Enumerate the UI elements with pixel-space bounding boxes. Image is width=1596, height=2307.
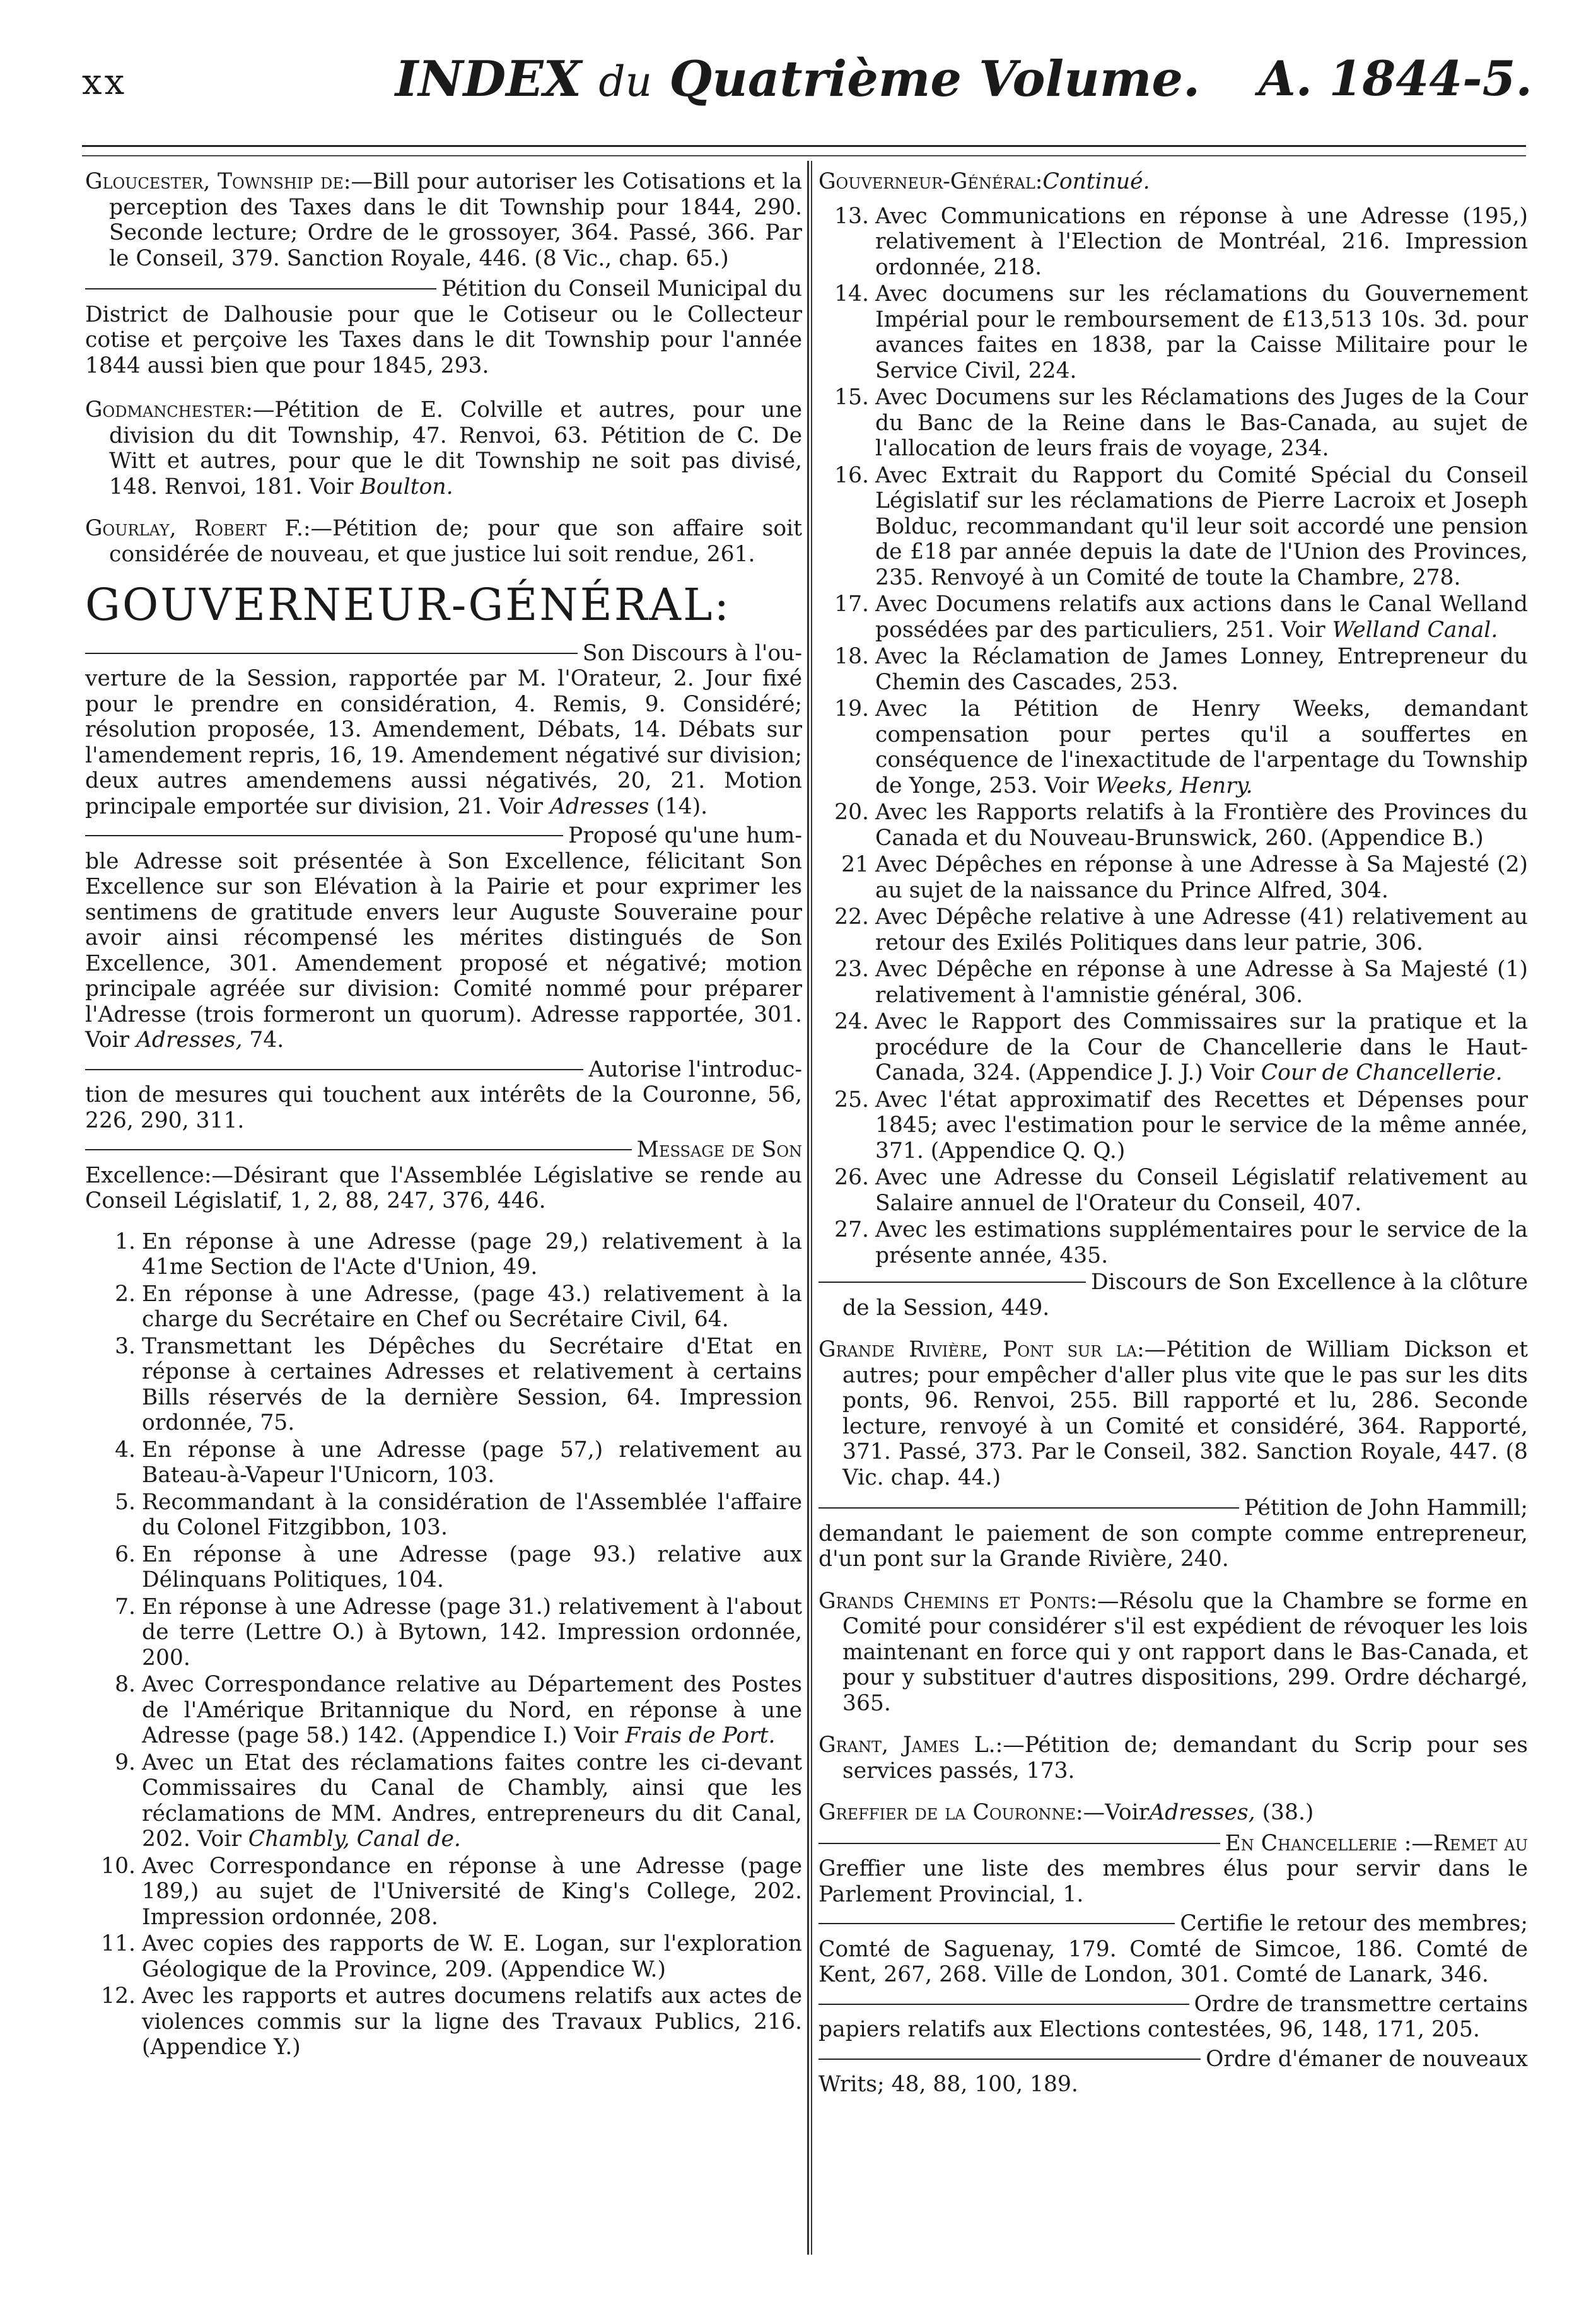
left-column: [85, 169, 802, 2062]
list-item: 11. Avec copies des rapports de W. E. Logan, sur l'exploration Géologique de la Province, 209. (Appendice W.): [101, 1931, 802, 1982]
list-item: 21 Avec Dépêches en réponse à une Adresse à Sa Majesté (2) au sujet de la naissance du Prince Alfred, 304.: [841, 852, 1528, 903]
list-item: 27. Avec les estimations supplémentaires pour le service de la présente année, 435.: [834, 1217, 1528, 1268]
message-items-left: [85, 1229, 802, 2060]
list-item: 22. Avec Dépêche relative à une Adresse (41) relativement au retour des Exilés Politiques dans leur patrie, 306.: [834, 904, 1528, 955]
entry-autorise: Autorise l'introduc- tion de mesures qui touchent aux intérêts de la Couronne, 56, 226, 290, 311.: [85, 1056, 802, 1133]
list-item: 25. Avec l'état approximatif des Recettes et Dépenses pour 1845; avec l'estimation pour le service de la même année, 371. (Appendice Q. Q.): [834, 1087, 1528, 1164]
page-header: [63, 50, 1532, 120]
entry-grande-riviere: Grande Rivière, Pont sur la:—Pétition de William Dickson et autres; pour empêcher d'aller plus vite que le pas sur les dits ponts, 96. Renvoi, 255. Bill rapporté et lu, 286. Seconde lecture, renvoyé à un Comité et considéré, 364. Rapporté, 371. Passé, 373. Par le Conseil, 382. Sanction Royale, 447. (8 Vic. chap. 44.): [818, 1337, 1528, 1490]
entry-greffier-emaner: Ordre d'émaner de nouveaux Writs; 48, 88, 100, 189.: [818, 2046, 1528, 2097]
right-column: [818, 169, 1528, 2101]
continue-heading: Gouverneur-Général:Continué.: [818, 169, 1150, 194]
entry-discours-cloture: Discours de Son Excellence à la clôture de la Session, 449.: [818, 1270, 1528, 1321]
section-title-gouverneur: GOUVERNEUR-GÉNÉRAL:: [85, 579, 731, 631]
list-item: 26. Avec une Adresse du Conseil Législatif relativement au Salaire annuel de l'Orateur du Conseil, 407.: [834, 1165, 1528, 1216]
list-item: 7. En réponse à une Adresse (page 31.) relativement à l'about de terre (Lettre O.) à Bytown, 142. Impression ordonnée, 200.: [115, 1594, 802, 1671]
list-item: 10. Avec Correspondance en réponse à une Adresse (page 189,) au sujet de l'Université de King's College, 202. Impression ordonnée, 208.: [101, 1853, 802, 1930]
entry-gloucester-petition: Pétition du Conseil Municipal du District de Dalhousie pour que le Cotiseur ou le Collecteur cotise et perçoive les Taxes dans le dit Township pour l'année 1844 aussi bien que pour 1845, 293.: [85, 276, 802, 378]
entry-message: Message de Son Excellence:—Désirant que l'Assemblée Législative se rende au Conseil Législatif, 1, 2, 88, 247, 376, 446.: [85, 1137, 802, 1213]
list-item: 13. Avec Communications en réponse à une Adresse (195,) relativement à l'Election de Montréal, 216. Impression ordonnée, 218.: [834, 203, 1528, 280]
entry-discours: Son Discours à l'ou- verture de la Session, rapportée par M. l'Orateur, 2. Jour fixé pour le prendre en considération, 4. Remis, 9. Considéré; résolution proposée, 13. Amendement, Débats, 14. Débats sur l'amendement repris, 16, 19. Amendement négativé sur division; deux autres amendemens aussi négativés, 20, 21. Motion principale emportée sur division, 21. Voir Adresses (14).: [85, 640, 802, 819]
entry-greffier-chancellerie: En Chancellerie :—Remet au Greffier une liste des membres élus pour servir dans le Parlement Provincial, 1.: [818, 1830, 1528, 1907]
header-rule: [82, 145, 1526, 147]
list-item: 4. En réponse à une Adresse (page 57,) relativement au Bateau-à-Vapeur l'Unicorn, 103.: [115, 1437, 802, 1488]
list-item: 20. Avec les Rapports relatifs à la Frontière des Provinces du Canada et du Nouveau-Brunswick, 260. (Appendice B.): [834, 800, 1528, 851]
entry-grant: Grant, James L.:—Pétition de; demandant du Scrip pour ses services passés, 173.: [818, 1732, 1528, 1784]
entry-greffier-certifie: Certifie le retour des membres; Comté de Saguenay, 179. Comté de Simcoe, 186. Comté de Kent, 267, 268. Ville de London, 301. Comté de Lanark, 346.: [818, 1911, 1528, 1987]
entry-godmanchester: Godmanchester:—Pétition de E. Colville et autres, pour une division du dit Township, 47. Renvoi, 63. Pétition de C. De Witt et autres, pour que le dit Township ne soit pas divisé, 148. Renvoi, 181. Voir Boulton.: [85, 397, 802, 499]
list-item: 23. Avec Dépêche en réponse à une Adresse à Sa Majesté (1) relativement à l'amnistie général, 306.: [834, 957, 1528, 1008]
list-item: 6. En réponse à une Adresse (page 93.) relative aux Délinquans Politiques, 104.: [115, 1541, 802, 1592]
entry-propose: Proposé qu'une hum- ble Adresse soit présentée à Son Excellence, félicitant Son Excellence sur son Elévation à la Pairie et pour exprimer les sentimens de gratitude envers leur Auguste Souveraine pour avoir ainsi récompensé les mérites distingués de Son Excellence, 301. Amendement proposé et négativé; motion principale agréée sur division: Comité nommé pour préparer l'Adresse (trois formeront un quorum). Adresse rapportée, 301. Voir Adresses, 74.: [85, 823, 802, 1053]
list-item: 3. Transmettant les Dépêches du Secrétaire d'Etat en réponse à certaines Adresses et relativement à certains Bills réservés de la dernière Session, 64. Impression ordonnée, 75.: [115, 1333, 802, 1435]
list-item: 14. Avec documens sur les réclamations du Gouvernement Impérial pour le remboursement de £13,513 10s. 3d. pour avances faites en 1838, par la Caisse Militaire pour le Service Civil, 224.: [834, 281, 1528, 383]
year-label: A. 1844-5.: [1258, 50, 1532, 107]
list-item: 9. Avec un Etat des réclamations faites contre les ci-devant Commissaires du Canal de Chambly, ainsi que les réclamations de MM. Andres, entrepreneurs du dit Canal, 202. Voir Chambly, Canal de.: [115, 1749, 802, 1852]
list-item: 8. Avec Correspondance relative au Département des Postes de l'Amérique Britannique du Nord, en réponse à une Adresse (page 58.) 142. (Appendice I.) Voir Frais de Port.: [115, 1672, 802, 1748]
entry-greffier-transmettre: Ordre de transmettre certains papiers relatifs aux Elections contestées, 96, 148, 171, 205.: [818, 1991, 1528, 2042]
list-item: 19. Avec la Pétition de Henry Weeks, demandant compensation pour pertes qu'il a souffertes en conséquence de l'inexactitude de l'arpentage du Township de Yonge, 253. Voir Weeks, Henry.: [834, 696, 1528, 798]
column-divider: [807, 161, 812, 2255]
list-item: 1. En réponse à une Adresse (page 29,) relativement à la 41me Section de l'Acte d'Union, 49.: [115, 1229, 802, 1280]
list-item: 18. Avec la Réclamation de James Lonney, Entrepreneur du Chemin des Cascades, 253.: [834, 644, 1528, 695]
message-items-right: [818, 204, 1528, 1269]
entry-greffier: Greffier de la Couronne:—VoirAdresses, (38.): [818, 1800, 1314, 1825]
list-item: 15. Avec Documens sur les Réclamations des Juges de la Cour du Banc de la Reine dans le Bas-Canada, au sujet de l'allocation de leurs frais de voyage, 234.: [834, 385, 1528, 461]
list-item: 2. En réponse à une Adresse, (page 43.) relativement à la charge du Secrétaire en Chef ou Secrétaire Civil, 64.: [115, 1281, 802, 1332]
header-rule-thin: [82, 155, 1526, 156]
list-item: 12. Avec les rapports et autres documens relatifs aux actes de violences commis sur la ligne des Travaux Publics, 216. (Appendice Y.): [101, 1983, 802, 2060]
entry-gourlay: Gourlay, Robert F.:—Pétition de; pour que son affaire soit considérée de nouveau, et que justice lui soit rendue, 261.: [85, 516, 802, 567]
list-item: 24. Avec le Rapport des Commissaires sur la pratique et la procédure de la Cour de Chancellerie dans le Haut-Canada, 324. (Appendice J. J.) Voir Cour de Chancellerie.: [834, 1009, 1528, 1085]
page-number: xx: [82, 62, 127, 103]
entry-grande-riviere-petition: Pétition de John Hammill; demandant le paiement de son compte comme entrepreneur, d'un pont sur la Grande Rivière, 240.: [818, 1495, 1528, 1572]
page-title: INDEX du Quatrième Volume.: [395, 50, 1201, 108]
entry-grands-chemins: Grands Chemins et Ponts:—Résolu que la Chambre se forme en Comité pour considérer s'il est expédient de révoquer les lois maintenant en force qui y ont rapport dans le Bas-Canada, et pour y substituer d'autres dispositions, 299. Ordre déchargé, 365.: [818, 1588, 1528, 1716]
list-item: 16. Avec Extrait du Rapport du Comité Spécial du Conseil Législatif sur les réclamations de Pierre Lacroix et Joseph Bolduc, recommandant qu'il leur soit accordé une pension de £18 par année depuis la date de l'Union des Provinces, 235. Renvoyé à un Comité de toute la Chambre, 278.: [834, 462, 1528, 590]
entry-gloucester: Gloucester, Township de:—Bill pour autoriser les Cotisations et la perception des Taxes dans le dit Township pour 1844, 290. Seconde lecture; Ordre de le grossoyer, 364. Passé, 366. Par le Conseil, 379. Sanction Royale, 446. (8 Vic., chap. 65.): [85, 169, 802, 271]
list-item: 17. Avec Documens relatifs aux actions dans le Canal Welland possédées par des particuliers, 251. Voir Welland Canal.: [834, 592, 1528, 643]
list-item: 5. Recommandant à la considération de l'Assemblée l'affaire du Colonel Fitzgibbon, 103.: [115, 1489, 802, 1540]
